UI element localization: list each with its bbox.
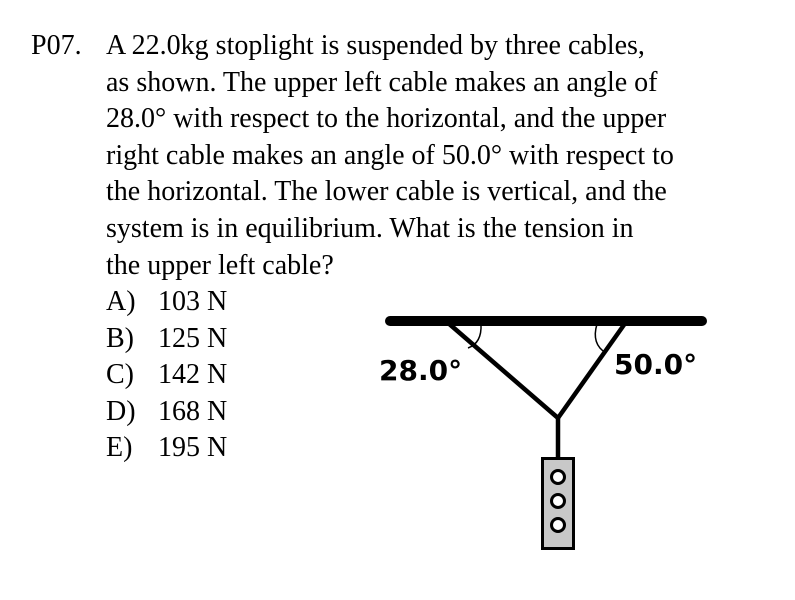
answer-choices (106, 284, 227, 467)
stem-line: the upper left cable? (106, 249, 334, 281)
stoplight-lamp-bottom (552, 519, 565, 532)
choice-letter: D) (106, 395, 136, 427)
choice-d[interactable] (106, 394, 227, 431)
stem-line: as shown. The upper left cable makes an angle of (106, 66, 658, 98)
choice-text: 195 N (158, 432, 228, 464)
choice-c[interactable] (106, 357, 227, 394)
stoplight-lamp-middle (552, 495, 565, 508)
choice-letter: A) (106, 286, 136, 317)
choice-letter: E) (106, 432, 133, 464)
choice-text: 142 N (158, 359, 228, 391)
choice-letter: B) (106, 322, 134, 354)
upper-left-cable (447, 322, 558, 418)
stoplight-diagram (370, 300, 730, 560)
left-angle-label: 28.0° (379, 354, 463, 387)
stem-line: A 22.0kg stoplight is suspended by three cables, (106, 30, 645, 61)
right-angle-label: 50.0° (614, 348, 698, 381)
choice-a[interactable] (106, 284, 227, 321)
choice-e[interactable] (106, 430, 227, 467)
stem-line: system is in equilibrium. What is the tension in (106, 212, 634, 244)
choice-text: 168 N (158, 395, 228, 427)
problem-stem (106, 28, 786, 284)
stem-line: right cable makes an angle of 50.0° with respect to (106, 139, 674, 171)
choice-text: 103 N (158, 286, 228, 317)
stoplight-lamp-top (552, 471, 565, 484)
choice-letter: C) (106, 359, 134, 391)
problem-number: P07. (31, 30, 82, 61)
stem-line: 28.0° with respect to the horizontal, and the upper (106, 103, 667, 135)
stem-line: the horizontal. The lower cable is vertical, and the (106, 176, 667, 208)
choice-b[interactable] (106, 321, 227, 358)
choice-text: 125 N (158, 322, 228, 354)
